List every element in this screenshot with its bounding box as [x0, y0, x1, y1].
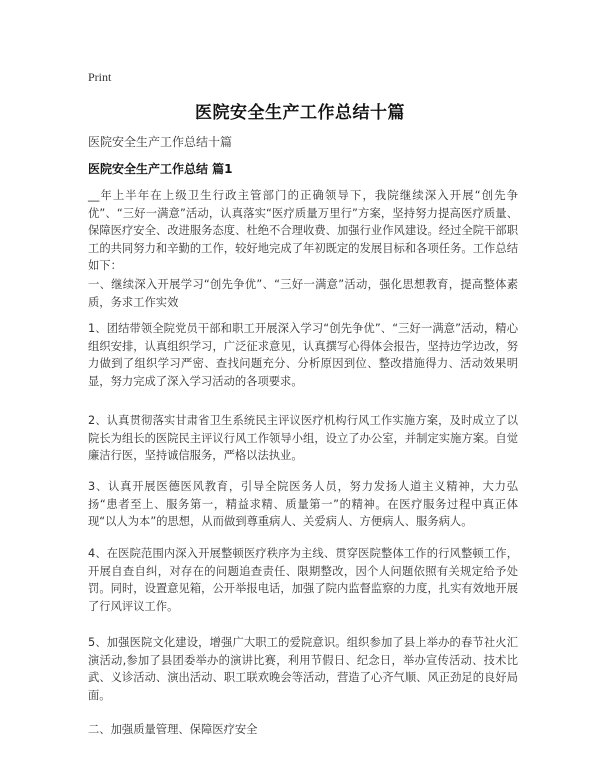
paragraph-item-4: 4、在医院范围内深入开展整顿医疗秩序为主线、贯穿医院整体工作的行风整顿工作，开展自查自纠，对存在的问题追查责任、限期整改，因个人问题依照有关规定给予处罚。同时，设置意见箱，公开举报电话，加强了院内监督监察的力度，扎实有效地开展了行风评议工作。 [88, 547, 518, 613]
print-label[interactable]: Print [88, 70, 112, 84]
paragraph-heading-one: 一、继续深入开展学习“创先争优”、“三好一满意”活动，强化思想教育，提高整体素质，务求工作实效 [88, 278, 518, 309]
document-title: 医院安全生产工作总结十篇 [195, 103, 405, 123]
paragraph-item-1: 1、团结带领全院党员干部和职工开展深入学习“创先争优”、“三好一满意”活动，精心组织安排，认真组织学习，广泛征求意见，认真撰写心得体会报告，坚持边学边改，努力做到了组织学习严密、查找问题充分、分析原因到位、整改措施得力、活动效果明显，努力完成了深入学习活动的各项要求。 [88, 322, 518, 388]
section-heading: 医院安全生产工作总结 篇1 [88, 162, 233, 176]
paragraph-item-2: 2、认真贯彻落实甘肃省卫生系统民主评议医疗机构行风工作实施方案，及时成立了以院长为组长的医院民主评议行风工作领导小组，设立了办公室，并制定实施方案。自觉廉洁行医，坚持诚信服务，严格以法执业。 [88, 414, 518, 462]
paragraph-item-5: 5、加强医院文化建设，增强广大职工的爱院意识。组织参加了县上举办的春节社火汇演活动,参加了县团委举办的演讲比赛，利用节假日、纪念日，举办宣传活动、技术比武、义诊活动、演出活动、职工联欢晚会等活动，营造了心齐气顺、风正劲足的良好局面。 [88, 636, 518, 702]
document-subtitle: 医院安全生产工作总结十篇 [88, 135, 233, 149]
paragraph-intro: __年上半年在上级卫生行政主管部门的正确领导下，我院继续深入开展“创先争优”、“三好一满意”活动，认真落实“医疗质量万里行”方案，坚持努力提高医疗质量、保障医疗安全、改进服务态度、杜绝不合理收费、加强行业作风建设。经过全院干部职工的共同努力和辛勤的工作，较好地完成了年初既定的发展目标和各项任务。工作总结如下： [88, 189, 518, 272]
paragraph-item-3: 3、认真开展医德医风教育，引导全院医务人员，努力发扬人道主义精神，大力弘扬“患者至上、服务第一，精益求精、质量第一”的精神。在医疗服务过程中真正体现“以人为本”的思想，从而做到尊重病人、关爱病人、方便病人、服务病人。 [88, 480, 518, 528]
paragraph-heading-two: 二、加强质量管理、保障医疗安全 [88, 723, 258, 736]
